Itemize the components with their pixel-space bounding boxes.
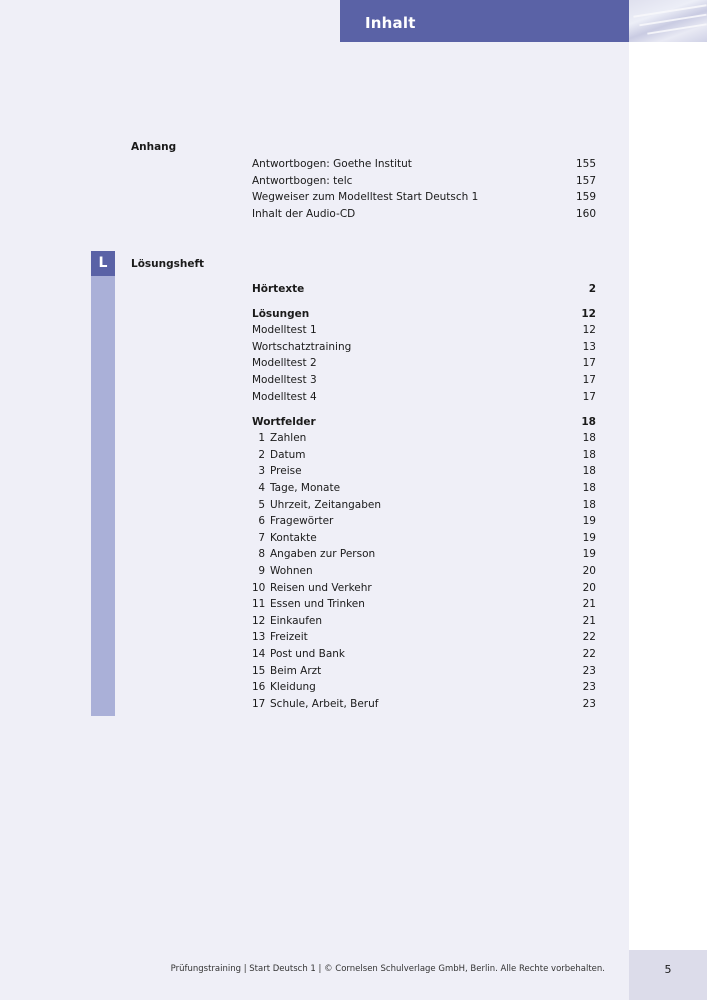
toc-entry-page: 22: [582, 631, 596, 643]
toc-entry: [252, 463, 596, 479]
toc-entry-title: Reisen und Verkehr: [270, 582, 372, 594]
toc-entry-number: 2: [258, 449, 265, 461]
toc-entry-number: 12: [252, 615, 266, 627]
toc-entry-number: 8: [258, 548, 265, 560]
footer-page-box: [629, 950, 707, 1000]
toc-entry: [252, 596, 596, 612]
toc-entry-title: Datum: [270, 449, 306, 461]
toc-entry-page: 13: [582, 341, 596, 353]
toc-entry-title: Modelltest 4: [252, 391, 317, 403]
toc-entry-title: Schule, Arbeit, Beruf: [270, 698, 379, 710]
toc-entry-title: Wohnen: [270, 565, 313, 577]
page-title: Inhalt: [365, 14, 416, 32]
toc-group-title: Wortfelder: [252, 416, 316, 428]
toc-entry: [252, 613, 596, 629]
toc-entry-page: 21: [582, 615, 596, 627]
toc-entry-title: Post und Bank: [270, 648, 345, 660]
header-bar: [340, 0, 629, 42]
toc-entry-page: 159: [575, 191, 596, 203]
toc-entry-title: Kontakte: [270, 532, 317, 544]
toc-entry-number: 14: [252, 648, 266, 660]
toc-entry: [252, 696, 596, 712]
toc-entry-title: Uhrzeit, Zeitangaben: [270, 499, 381, 511]
toc-entry-page: 17: [582, 374, 596, 386]
toc-entry-title: Zahlen: [270, 432, 307, 444]
toc-entry-title: Beim Arzt: [270, 665, 322, 677]
toc-entry: [252, 189, 596, 205]
toc-entry: [252, 497, 596, 513]
toc-entry: [252, 430, 596, 446]
toc-entry: [252, 580, 596, 596]
page-number: 5: [664, 963, 672, 976]
toc-entry-title: Kleidung: [270, 681, 316, 693]
toc-group-page: 12: [581, 308, 596, 320]
toc-entry-page: 17: [582, 357, 596, 369]
toc-entry-number: 5: [258, 499, 265, 511]
toc-entry: [252, 663, 596, 679]
toc-entry-number: 4: [258, 482, 265, 494]
right-margin-strip: [629, 0, 707, 1000]
toc-entry-page: 19: [582, 532, 596, 544]
toc-entry: [252, 173, 596, 189]
toc-group-loesungen: [252, 306, 596, 322]
toc-entry-title: Inhalt der Audio-CD: [252, 208, 356, 220]
toc-entry-title: Antwortbogen: telc: [252, 175, 353, 187]
toc-entry-page: 18: [582, 499, 596, 511]
toc-entry: [252, 389, 596, 405]
toc-group-wortfelder: [252, 414, 596, 430]
toc-entry: [252, 355, 596, 371]
toc-entry-number: 1: [258, 432, 265, 444]
toc-entry-page: 19: [582, 515, 596, 527]
toc-entry-number: 16: [252, 681, 266, 693]
toc-entry: [252, 480, 596, 496]
toc-entry-page: 19: [582, 548, 596, 560]
toc-entry-title: Modelltest 1: [252, 324, 317, 336]
toc-entry-number: 3: [258, 465, 265, 477]
toc-group-title: Hörtexte: [252, 283, 305, 295]
toc-entry-page: 22: [582, 648, 596, 660]
toc-entry: [252, 563, 596, 579]
toc-entry-title: Angaben zur Person: [270, 548, 376, 560]
toc-entry-number: 9: [258, 565, 265, 577]
toc-entry-number: 11: [252, 598, 266, 610]
toc-group-page: 2: [588, 283, 596, 295]
toc-entry-title: Antwortbogen: Goethe Institut: [252, 158, 412, 170]
toc-entry: [252, 156, 596, 172]
section-side-bar: [91, 251, 115, 716]
toc-group-title: Lösungen: [252, 308, 310, 320]
toc-entry-page: 20: [582, 582, 596, 594]
toc-entry-number: 15: [252, 665, 266, 677]
toc-entry-title: Essen und Trinken: [270, 598, 365, 610]
toc-entry: [252, 629, 596, 645]
toc-entry-page: 23: [582, 681, 596, 693]
toc-entry: [252, 372, 596, 388]
toc-entry-title: Fragewörter: [270, 515, 334, 527]
toc-entry-number: 10: [252, 582, 266, 594]
toc-entry-page: 18: [582, 482, 596, 494]
toc-entry: [252, 206, 596, 222]
toc-entry: [252, 546, 596, 562]
toc-entry-number: 7: [258, 532, 265, 544]
toc-entry-title: Wegweiser zum Modelltest Start Deutsch 1: [252, 191, 479, 203]
toc-entry-title: Modelltest 3: [252, 374, 317, 386]
toc-entry-title: Freizeit: [270, 631, 308, 643]
toc-entry-page: 160: [575, 208, 596, 220]
header-decoration: [629, 0, 707, 42]
toc-entry-page: 18: [582, 465, 596, 477]
toc-entry: [252, 513, 596, 529]
toc-entry: [252, 447, 596, 463]
toc-entry-page: 12: [582, 324, 596, 336]
toc-entry-page: 18: [582, 449, 596, 461]
toc-entry-number: 6: [258, 515, 265, 527]
footer-copyright: Prüfungstraining | Start Deutsch 1 | © Cornelsen Schulverlage GmbH, Berlin. Alle Rechte vorbehalten.: [170, 964, 605, 974]
toc-entry-page: 23: [582, 698, 596, 710]
toc-entry-title: Preise: [270, 465, 302, 477]
toc-entry-title: Modelltest 2: [252, 357, 317, 369]
toc-entry-page: 18: [582, 432, 596, 444]
toc-entry-title: Einkaufen: [270, 615, 323, 627]
toc-group-hoertexte: [252, 281, 596, 297]
toc-entry: [252, 339, 596, 355]
toc-entry-page: 155: [575, 158, 596, 170]
toc-entry-page: 157: [575, 175, 596, 187]
toc-entry-page: 20: [582, 565, 596, 577]
toc-entry: [252, 646, 596, 662]
toc-entry: [252, 322, 596, 338]
toc-entry-page: 21: [582, 598, 596, 610]
toc-entry: [252, 679, 596, 695]
toc-entry-page: 23: [582, 665, 596, 677]
section-heading-loesungsheft: Lösungsheft: [131, 258, 205, 270]
section-marker-l: L: [91, 251, 115, 276]
toc-entry-number: 17: [252, 698, 266, 710]
toc-entry-number: 13: [252, 631, 266, 643]
toc-group-page: 18: [581, 416, 596, 428]
toc-entry-page: 17: [582, 391, 596, 403]
toc-entry: [252, 530, 596, 546]
toc-entry-title: Wortschatztraining: [252, 341, 352, 353]
toc-entry-title: Tage, Monate: [270, 482, 341, 494]
section-heading-anhang: Anhang: [131, 141, 177, 153]
